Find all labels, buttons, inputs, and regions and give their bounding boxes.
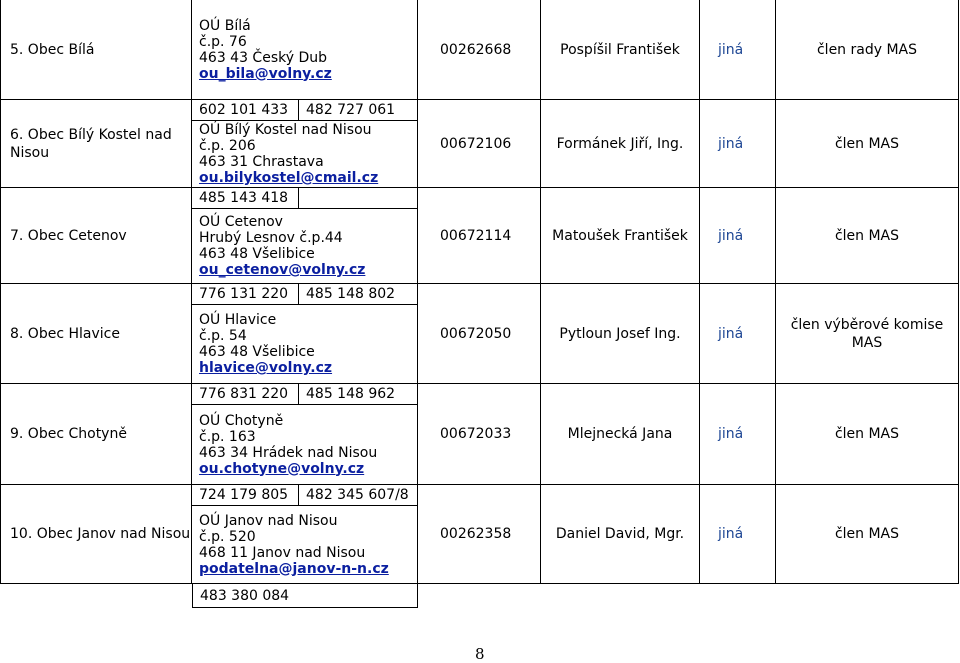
table-row [0, 100, 960, 188]
email-link[interactable]: ou.chotyne@volny.cz [199, 460, 365, 477]
obec-cell-text: 8. Obec Hlavice [10, 325, 120, 342]
role-cell [776, 384, 959, 485]
type-cell-text: jiná [718, 227, 744, 244]
address-line: OÚ Bílý Kostel nad Nisou [199, 122, 372, 138]
ico-cell-text: 00672114 [440, 227, 512, 244]
name-cell [541, 284, 700, 384]
email-link[interactable]: ou_cetenov@volny.cz [199, 262, 366, 278]
trailing-phone: 483 380 084 [200, 587, 290, 604]
address-line: č.p. 76 [199, 33, 247, 50]
type-cell-text: jiná [718, 526, 744, 542]
obec-cell [0, 284, 192, 384]
ico-cell [418, 188, 541, 284]
address-line: č.p. 54 [199, 328, 247, 344]
address-line: 463 34 Hrádek nad Nisou [199, 444, 378, 461]
name-cell [541, 485, 700, 584]
name-cell-text: Daniel David, Mgr. [555, 526, 685, 542]
role-cell-text: člen rady MAS [816, 41, 918, 58]
trailing-phone-cell [192, 584, 418, 608]
address-line: OÚ Cetenov [199, 214, 283, 230]
phone-number: 776 831 220 [192, 384, 299, 404]
type-cell [700, 0, 776, 100]
phone-row [192, 100, 417, 121]
email-link[interactable]: ou.bilykostel@cmail.cz [199, 170, 379, 186]
address-line: 468 11 Janov nad Nisou [199, 544, 366, 561]
email-link[interactable]: podatelna@janov-n-n.cz [199, 560, 389, 577]
type-cell-text: jiná [718, 426, 744, 442]
page-number: 8 [475, 645, 485, 663]
address-line: 463 48 Všelibice [199, 344, 315, 360]
name-cell-text: Pospíšil František [560, 41, 680, 58]
email-link[interactable]: hlavice@volny.cz [199, 360, 333, 376]
role-cell [776, 485, 959, 584]
address-line: OÚ Janov nad Nisou [199, 512, 338, 529]
role-cell-text: člen MAS [834, 426, 900, 442]
address-line: č.p. 520 [199, 528, 256, 545]
address-line: Hrubý Lesnov č.p.44 [199, 230, 343, 246]
obec-cell-text: 9. Obec Chotyně [10, 426, 127, 442]
address-line: č.p. 163 [199, 428, 256, 445]
ico-cell [418, 100, 541, 188]
phone-number: 776 131 220 [192, 284, 299, 304]
role-cell [776, 284, 959, 384]
address-cell [192, 100, 418, 188]
phone-number: 485 143 418 [192, 188, 299, 208]
obec-cell-text: 5. Obec Bílá [10, 41, 95, 58]
role-cell-text: člen MAS [834, 135, 900, 152]
phone-number: 482 345 607/8 [306, 487, 409, 503]
role-cell-text: člen MAS [834, 526, 900, 542]
phone-number: 485 148 802 [306, 286, 396, 302]
address-line: OÚ Hlavice [199, 312, 277, 328]
phone-number: 485 148 962 [306, 386, 396, 402]
role-cell [776, 0, 959, 100]
obec-cell [0, 188, 192, 284]
ico-cell-text: 00262358 [440, 526, 512, 542]
type-cell-text: jiná [718, 325, 744, 342]
role-cell [776, 188, 959, 284]
phone-number: 482 727 061 [306, 102, 396, 118]
type-cell [700, 188, 776, 284]
obec-cell [0, 100, 192, 188]
role-cell [776, 100, 959, 188]
table-row [0, 0, 960, 100]
type-cell-text: jiná [718, 135, 744, 152]
obec-cell [0, 0, 192, 100]
obec-cell-text: 6. Obec Bílý Kostel nad Nisou [10, 126, 172, 161]
name-cell-text: Formánek Jiří, Ing. [556, 135, 684, 152]
address-cell [192, 284, 418, 384]
ico-cell-text: 00672106 [440, 135, 512, 152]
ico-cell [418, 384, 541, 485]
name-cell-text: Mlejnecká Jana [567, 426, 673, 442]
ico-cell [418, 284, 541, 384]
type-cell-text: jiná [718, 41, 744, 58]
phone-row [192, 188, 417, 209]
phone-row [192, 284, 417, 305]
name-cell-text: Pytloun Josef Ing. [559, 325, 681, 342]
table-row [0, 384, 960, 485]
table-row [0, 188, 960, 284]
table-row [0, 284, 960, 384]
name-cell-text: Matoušek František [552, 227, 688, 244]
phone-row [192, 485, 417, 506]
address-cell [192, 188, 418, 284]
address-line: č.p. 206 [199, 138, 256, 154]
type-cell [700, 100, 776, 188]
table-row [0, 485, 960, 584]
address-line: 463 31 Chrastava [199, 154, 324, 170]
phone-row [192, 384, 417, 405]
name-cell [541, 384, 700, 485]
ico-cell-text: 00672033 [440, 426, 512, 442]
name-cell [541, 0, 700, 100]
name-cell [541, 100, 700, 188]
obec-cell-text: 7. Obec Cetenov [10, 227, 127, 244]
type-cell [700, 284, 776, 384]
address-cell [192, 384, 418, 485]
address-line: OÚ Bílá [199, 17, 251, 34]
ico-cell [418, 0, 541, 100]
type-cell [700, 485, 776, 584]
address-line: 463 48 Všelibice [199, 246, 315, 262]
address-cell [192, 485, 418, 584]
type-cell [700, 384, 776, 485]
address-line: OÚ Chotyně [199, 412, 284, 429]
phone-number: 602 101 433 [192, 100, 299, 120]
ico-cell [418, 485, 541, 584]
name-cell [541, 188, 700, 284]
role-cell-text: člen MAS [834, 227, 900, 244]
address-line: 463 43 Český Dub [199, 49, 328, 66]
email-link[interactable]: ou_bila@volny.cz [199, 65, 332, 82]
ico-cell-text: 00672050 [440, 325, 512, 342]
address-cell [192, 0, 418, 100]
obec-cell [0, 485, 192, 584]
obec-cell [0, 384, 192, 485]
ico-cell-text: 00262668 [440, 41, 512, 58]
obec-cell-text: 10. Obec Janov nad Nisou [10, 526, 191, 542]
role-cell-text: člen výběrové komise MAS [790, 316, 944, 351]
phone-number: 724 179 805 [192, 485, 299, 505]
